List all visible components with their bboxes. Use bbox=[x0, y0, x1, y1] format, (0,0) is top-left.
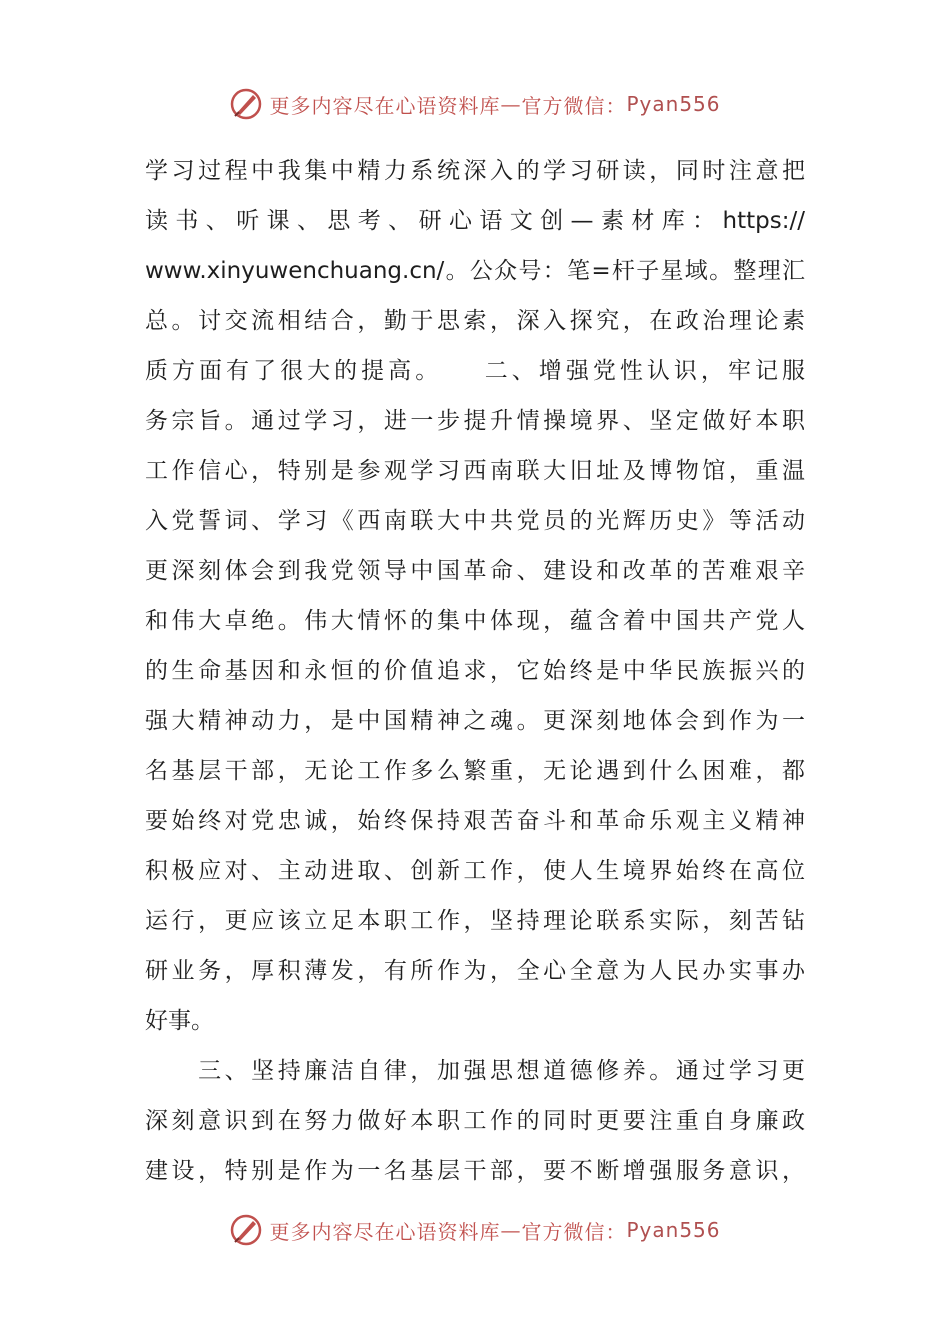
body-line: 研业务，厚积薄发，有所作为，全心全意为人民办实事办 bbox=[145, 958, 805, 984]
quill-seal-icon bbox=[229, 87, 263, 121]
body-line: 工作信心，特别是参观学习西南联大旧址及博物馆，重温 bbox=[145, 458, 805, 484]
body-line: 的生命基因和永恒的价值追求，它始终是中华民族振兴的 bbox=[145, 658, 805, 684]
body-line: 要始终对党忠诚，始终保持艰苦奋斗和革命乐观主义精神 bbox=[145, 808, 805, 834]
watermark-separator: — bbox=[500, 1218, 522, 1242]
body-line: 学习过程中我集中精力系统深入的学习研读，同时注意把 bbox=[145, 158, 805, 184]
watermark-site-name: 更多内容尽在心语资料库 bbox=[269, 1219, 501, 1244]
watermark-site-name: 更多内容尽在心语资料库 bbox=[269, 93, 501, 118]
body-line: 运行，更应该立足本职工作，坚持理论联系实际，刻苦钻 bbox=[145, 908, 805, 934]
body-line: 积极应对、主动进取、创新工作，使人生境界始终在高位 bbox=[145, 858, 805, 884]
body-line: 建设，特别是作为一名基层干部，要不断增强服务意识， bbox=[145, 1158, 805, 1184]
body-line: 名基层干部，无论工作多么繁重，无论遇到什么困难，都 bbox=[145, 758, 805, 784]
watermark-wechat-label: 官方微信： bbox=[521, 93, 627, 118]
body-line: 读书、听课、思考、研心语文创—素材库：https:// bbox=[145, 208, 805, 234]
body-line: 强大精神动力，是中国精神之魂。更深刻地体会到作为一 bbox=[145, 708, 805, 734]
body-line: 三、坚持廉洁自律，加强思想道德修养。通过学习更 bbox=[145, 1058, 805, 1084]
watermark-wechat-id: Pyan556 bbox=[626, 92, 721, 116]
document-body bbox=[145, 146, 805, 1196]
body-line: 深刻意识到在努力做好本职工作的同时更要注重自身廉政 bbox=[145, 1108, 805, 1134]
body-line: 好事。 bbox=[145, 1008, 214, 1034]
footer-watermark bbox=[0, 1210, 950, 1250]
body-line: 入党誓词、学习《西南联大中共党员的光辉历史》等活动 bbox=[145, 508, 805, 534]
body-line: 务宗旨。通过学习，进一步提升情操境界、坚定做好本职 bbox=[145, 408, 805, 434]
body-line: 总。讨交流相结合，勤于思索，深入探究，在政治理论素 bbox=[145, 308, 805, 334]
watermark-wechat-label: 官方微信： bbox=[521, 1219, 627, 1244]
body-line: 更深刻体会到我党领导中国革命、建设和改革的苦难艰辛 bbox=[145, 558, 805, 584]
header-watermark bbox=[0, 84, 950, 124]
watermark-wechat-id: Pyan556 bbox=[626, 1218, 721, 1242]
body-line: 质方面有了很大的提高。 二、增强党性认识，牢记服 bbox=[145, 358, 805, 384]
watermark-separator: — bbox=[500, 92, 522, 116]
body-line: 和伟大卓绝。伟大情怀的集中体现，蕴含着中国共产党人 bbox=[145, 608, 805, 634]
quill-seal-icon bbox=[229, 1213, 263, 1247]
body-line: www.xinyuwenchuang.cn/。公众号：笔=杆子星域。整理汇 bbox=[145, 258, 805, 284]
